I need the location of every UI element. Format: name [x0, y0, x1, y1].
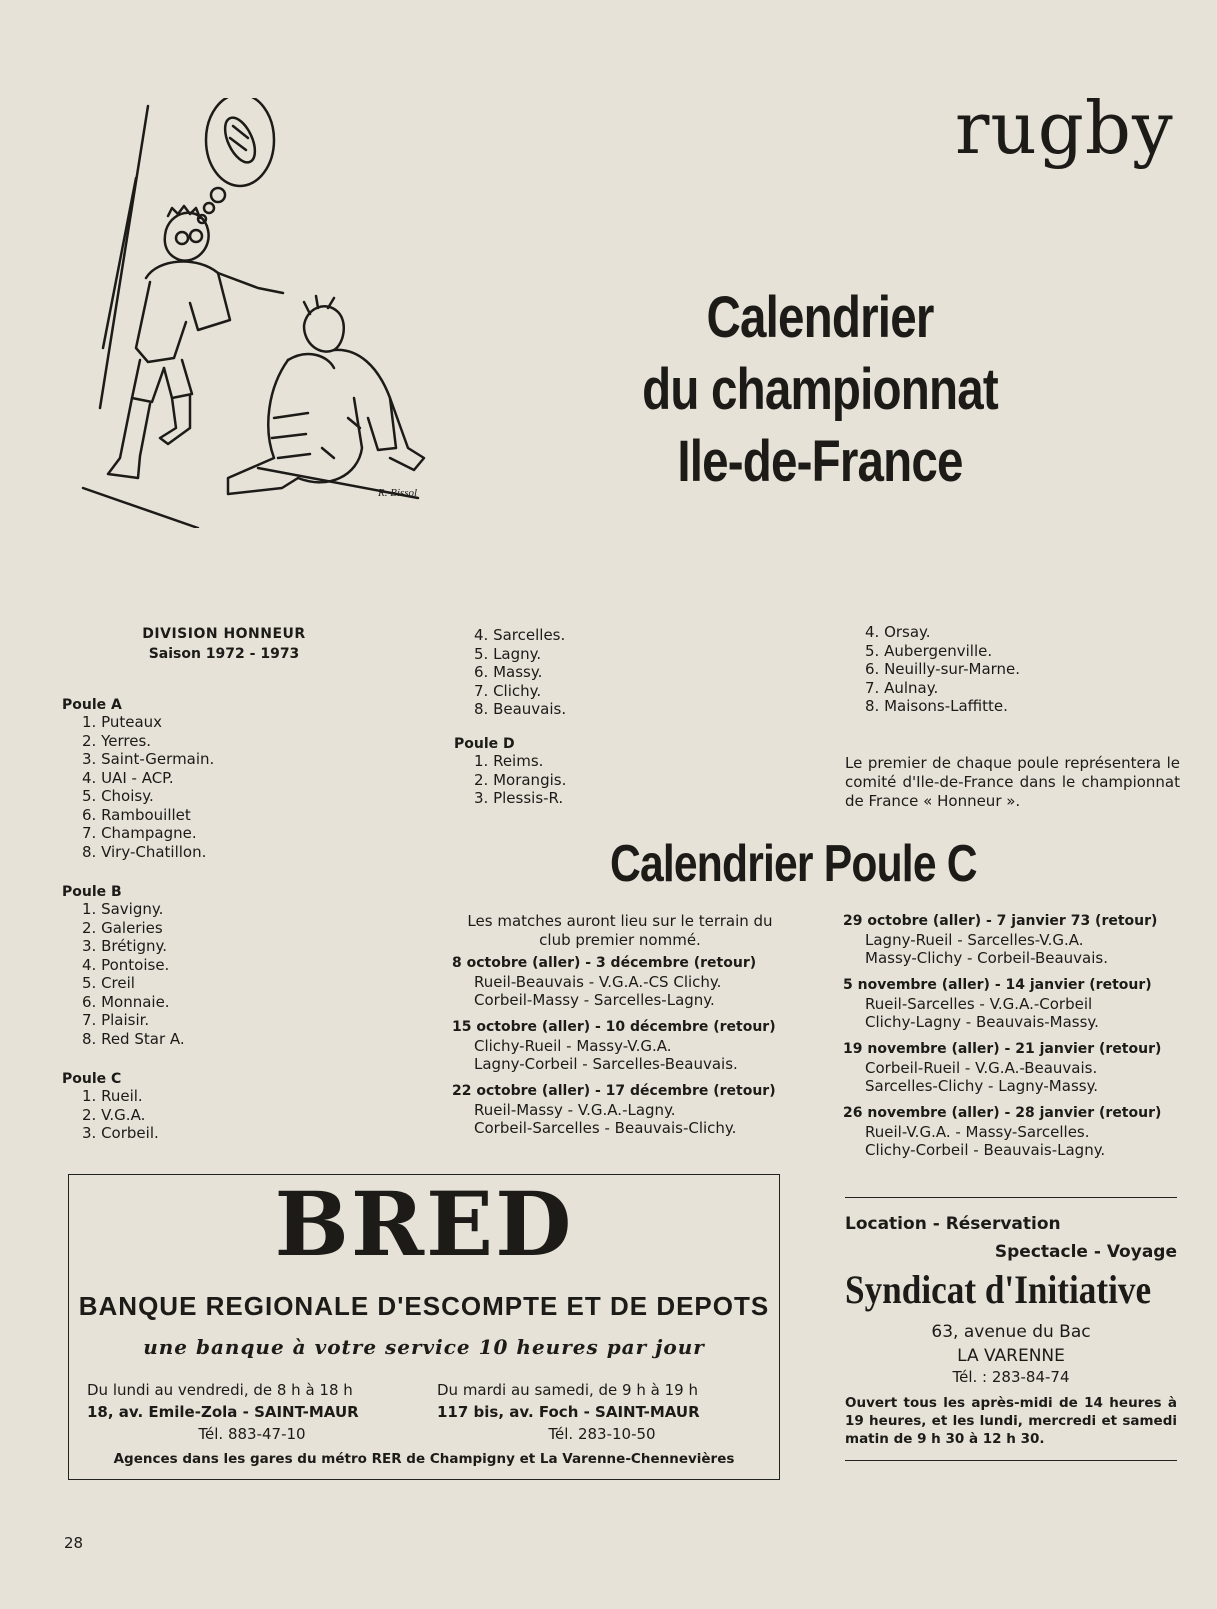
- bred-logo: BRED: [274, 1172, 574, 1276]
- list-item: 1. Reims.: [474, 752, 544, 770]
- poule-c: [62, 1071, 159, 1143]
- match-line: Corbeil-Sarcelles - Beauvais-Clichy.: [474, 1119, 737, 1137]
- list-item: 6. Rambouillet: [82, 805, 191, 824]
- match-round: [843, 1104, 1183, 1159]
- qualification-note: Le premier de chaque poule représentera le comité d'Ile-de-France dans le championnat de France « Honneur ».: [845, 754, 1180, 810]
- svg-text:R. Bissol: R. Bissol: [378, 487, 418, 499]
- match-line: Rueil-Sarcelles - V.G.A.-Corbeil: [865, 995, 1093, 1013]
- main-title-line-2: du championnat: [642, 357, 998, 422]
- list-item: 7. Champagne.: [82, 824, 197, 842]
- list-item: 1. Savigny.: [82, 900, 164, 918]
- calendar-intro: Les matches auront lieu sur le terrain du club premier nommé.: [467, 912, 773, 949]
- list-item: 3. Plessis-R.: [474, 789, 564, 807]
- match-round: [452, 1018, 788, 1073]
- main-title-line-1: Calendrier: [706, 285, 934, 350]
- branch-address: 117 bis, av. Foch - SAINT-MAUR: [437, 1403, 700, 1421]
- bred-advertisement: [68, 1174, 780, 1480]
- calendar-column-left: [452, 912, 788, 1146]
- si-city: LA VARENNE: [957, 1346, 1065, 1366]
- match-round: [843, 976, 1183, 1031]
- list-item: 6. Neuilly-sur-Marne.: [865, 660, 1021, 678]
- list-item: 8. Viry-Chatillon.: [82, 842, 207, 861]
- rugby-cartoon-illustration: [78, 98, 438, 528]
- poule-b: [62, 884, 185, 1048]
- list-item: 4. UAI - ACP.: [82, 768, 174, 787]
- si-services-1: Location - Réservation: [845, 1214, 1061, 1234]
- match-line: Clichy-Corbeil - Beauvais-Lagny.: [865, 1141, 1106, 1159]
- match-line: Rueil-V.G.A. - Massy-Sarcelles.: [865, 1123, 1090, 1141]
- list-item: 2. Yerres.: [82, 731, 152, 750]
- match-round: [452, 954, 788, 1009]
- list-item: 6. Massy.: [474, 663, 543, 681]
- match-line: Corbeil-Rueil - V.G.A.-Beauvais.: [865, 1059, 1098, 1077]
- match-line: Clichy-Lagny - Beauvais-Massy.: [865, 1013, 1099, 1031]
- poule-b-heading: Poule B: [62, 884, 122, 900]
- list-item: 6. Monnaie.: [82, 992, 170, 1011]
- si-phone: Tél. : 283-84-74: [952, 1368, 1070, 1386]
- list-item: 8. Red Star A.: [82, 1029, 185, 1048]
- list-item: 3. Brétigny.: [82, 937, 168, 955]
- si-name: Syndicat d'Initiative: [845, 1267, 1152, 1312]
- list-item: 5. Choisy.: [82, 787, 154, 805]
- round-dates: 22 octobre (aller) - 17 décembre (retour): [452, 1083, 776, 1099]
- round-dates: 26 novembre (aller) - 28 janvier (retour): [843, 1105, 1162, 1121]
- season-label: Saison 1972 - 1973: [148, 646, 300, 662]
- branch-hours: Du mardi au samedi, de 9 h à 19 h: [437, 1381, 698, 1399]
- syndicat-advertisement: [845, 1197, 1177, 1461]
- round-dates: 19 novembre (aller) - 21 janvier (retour): [843, 1041, 1162, 1057]
- branch-phone: Tél. 283-10-50: [548, 1425, 656, 1443]
- bred-full-name: BANQUE REGIONALE D'ESCOMPTE ET DE DEPOTS: [78, 1291, 770, 1321]
- list-item: 7. Plaisir.: [82, 1011, 150, 1029]
- list-item: 5. Lagny.: [474, 644, 542, 663]
- match-line: Lagny-Rueil - Sarcelles-V.G.A.: [865, 931, 1084, 949]
- page-number: 28: [64, 1534, 84, 1552]
- poule-d: [454, 736, 566, 808]
- divider: [845, 1460, 1177, 1461]
- list-item: 2. Galeries: [82, 918, 163, 937]
- poule-d-continued: [845, 623, 1020, 716]
- match-line: Corbeil-Massy - Sarcelles-Lagny.: [474, 991, 715, 1009]
- match-line: Rueil-Massy - V.G.A.-Lagny.: [474, 1101, 676, 1119]
- poule-c-continued: [454, 626, 566, 719]
- list-item: 5. Creil: [82, 974, 135, 992]
- list-item: 4. Orsay.: [865, 623, 931, 641]
- division-heading: [108, 626, 340, 662]
- si-address: 63, avenue du Bac: [931, 1322, 1091, 1342]
- branch-address: 18, av. Emile-Zola - SAINT-MAUR: [87, 1403, 359, 1421]
- calendar-title: Calendrier Poule C: [610, 835, 977, 893]
- list-item: 4. Pontoise.: [82, 955, 170, 974]
- branch-hours: Du lundi au vendredi, de 8 h à 18 h: [87, 1381, 353, 1399]
- list-item: 3. Saint-Germain.: [82, 750, 215, 768]
- bred-tagline: une banque à votre service 10 heures par jour: [143, 1335, 705, 1359]
- calendar-column-right: [843, 912, 1183, 1168]
- list-item: 1. Rueil.: [82, 1087, 143, 1105]
- si-opening-hours: Ouvert tous les après-midi de 14 heures à 19 heures, et les lundi, mercredi et samedi matin de 9 h 30 à 12 h 30.: [845, 1395, 1177, 1447]
- main-title: [590, 282, 1049, 498]
- round-dates: 5 novembre (aller) - 14 janvier (retour): [843, 977, 1152, 993]
- bred-branch-left: [87, 1379, 417, 1445]
- match-line: Massy-Clichy - Corbeil-Beauvais.: [865, 949, 1108, 967]
- poule-d-heading: Poule D: [454, 736, 515, 752]
- main-title-line-3: Ile-de-France: [677, 429, 963, 494]
- bred-footer: Agences dans les gares du métro RER de Champigny et La Varenne-Chennevières: [113, 1451, 735, 1467]
- list-item: 3. Corbeil.: [82, 1124, 159, 1142]
- bred-branch-right: [437, 1379, 767, 1445]
- round-dates: 29 octobre (aller) - 7 janvier 73 (retour): [843, 913, 1158, 929]
- list-item: 4. Sarcelles.: [474, 626, 566, 644]
- match-round: [452, 1082, 788, 1137]
- match-line: Sarcelles-Clichy - Lagny-Massy.: [865, 1077, 1099, 1095]
- match-round: [843, 1040, 1183, 1095]
- list-item: 7. Aulnay.: [865, 678, 939, 697]
- division-name: DIVISION HONNEUR: [142, 626, 306, 642]
- list-item: 5. Aubergenville.: [865, 641, 993, 660]
- poule-a: [62, 697, 214, 861]
- si-services-2: Spectacle - Voyage: [994, 1242, 1177, 1262]
- match-round: [843, 912, 1183, 967]
- list-item: 8. Maisons-Laffitte.: [865, 697, 1008, 715]
- poule-a-heading: Poule A: [62, 697, 122, 713]
- list-item: 1. Puteaux: [82, 713, 163, 731]
- list-item: 7. Clichy.: [474, 681, 542, 700]
- branch-phone: Tél. 883-47-10: [198, 1425, 306, 1443]
- match-line: Rueil-Beauvais - V.G.A.-CS Clichy.: [474, 973, 722, 991]
- match-line: Clichy-Rueil - Massy-V.G.A.: [474, 1037, 672, 1055]
- list-item: 2. V.G.A.: [82, 1105, 146, 1124]
- match-line: Lagny-Corbeil - Sarcelles-Beauvais.: [474, 1055, 738, 1073]
- section-heading: rugby: [955, 86, 1174, 170]
- poule-c-heading: Poule C: [62, 1071, 122, 1087]
- list-item: 8. Beauvais.: [474, 700, 567, 718]
- divider: [845, 1197, 1177, 1198]
- list-item: 2. Morangis.: [474, 770, 567, 789]
- round-dates: 15 octobre (aller) - 10 décembre (retour): [452, 1019, 776, 1035]
- round-dates: 8 octobre (aller) - 3 décembre (retour): [452, 955, 757, 971]
